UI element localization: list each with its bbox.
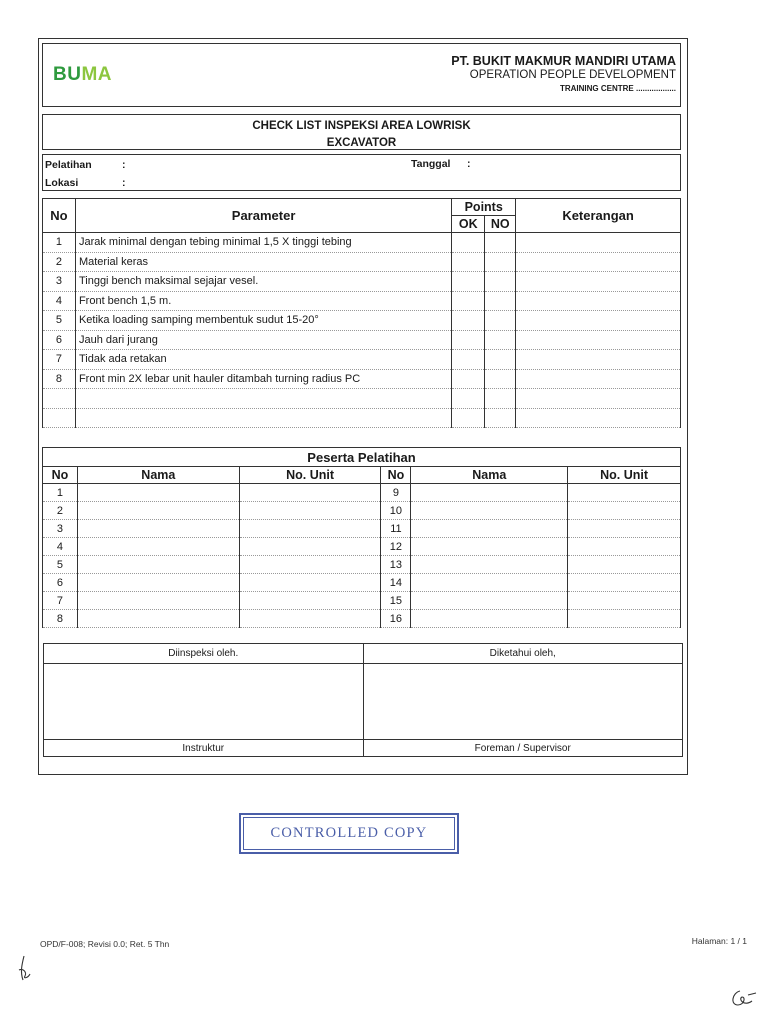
row-number: 1 xyxy=(43,233,76,253)
keterangan-cell[interactable] xyxy=(516,408,681,428)
stamp-text: CONTROLLED COPY xyxy=(243,817,455,850)
participant-name-field[interactable] xyxy=(77,520,239,538)
ok-checkbox-cell[interactable] xyxy=(452,389,485,409)
participant-row xyxy=(43,484,681,502)
participant-unit-field[interactable] xyxy=(239,610,381,628)
acknowledged-by-label: Diketahui oleh, xyxy=(363,644,683,664)
participant-unit-field[interactable] xyxy=(568,610,681,628)
checklist-row xyxy=(43,408,681,428)
checklist-row xyxy=(43,233,681,253)
participant-number: 3 xyxy=(43,520,78,538)
participant-unit-field[interactable] xyxy=(239,538,381,556)
participant-unit-field[interactable] xyxy=(568,556,681,574)
header-no: No xyxy=(43,199,76,233)
tanggal-label: Tanggal xyxy=(411,158,451,170)
row-parameter xyxy=(75,408,451,428)
participant-number: 12 xyxy=(381,538,411,556)
participant-number: 7 xyxy=(43,592,78,610)
inspected-by-label: Diinspeksi oleh. xyxy=(44,644,364,664)
header-points: Points xyxy=(452,199,516,216)
participant-name-field[interactable] xyxy=(77,610,239,628)
keterangan-cell[interactable] xyxy=(516,272,681,292)
row-parameter: Tinggi bench maksimal sejajar vesel. xyxy=(75,272,451,292)
row-parameter: Material keras xyxy=(75,252,451,272)
participant-unit-field[interactable] xyxy=(239,484,381,502)
ok-checkbox-cell[interactable] xyxy=(452,291,485,311)
participant-number: 14 xyxy=(381,574,411,592)
participant-row xyxy=(43,520,681,538)
participant-unit-field[interactable] xyxy=(568,520,681,538)
row-parameter: Front bench 1,5 m. xyxy=(75,291,451,311)
participant-name-field[interactable] xyxy=(77,538,239,556)
form-title xyxy=(42,114,681,150)
header-no-point: NO xyxy=(485,216,516,233)
row-number: 7 xyxy=(43,350,76,370)
supervisor-label: Foreman / Supervisor xyxy=(363,740,683,757)
participant-number: 5 xyxy=(43,556,78,574)
no-checkbox-cell[interactable] xyxy=(485,389,516,409)
participant-number: 8 xyxy=(43,610,78,628)
pelatihan-colon: : xyxy=(122,159,126,171)
row-number: 3 xyxy=(43,272,76,292)
signature-mark-icon xyxy=(726,985,760,1011)
participant-unit-field[interactable] xyxy=(568,538,681,556)
row-parameter: Jauh dari jurang xyxy=(75,330,451,350)
participant-name-field[interactable] xyxy=(77,556,239,574)
participant-name-field[interactable] xyxy=(411,484,568,502)
participant-number: 16 xyxy=(381,610,411,628)
ok-checkbox-cell[interactable] xyxy=(452,252,485,272)
participant-unit-field[interactable] xyxy=(239,574,381,592)
row-number: 8 xyxy=(43,369,76,389)
keterangan-cell[interactable] xyxy=(516,330,681,350)
participants-no-header-2: No xyxy=(381,467,411,484)
checklist-table xyxy=(42,198,681,428)
row-number: 4 xyxy=(43,291,76,311)
participant-number: 2 xyxy=(43,502,78,520)
checklist-row xyxy=(43,350,681,370)
no-checkbox-cell[interactable] xyxy=(485,350,516,370)
ok-checkbox-cell[interactable] xyxy=(452,233,485,253)
no-checkbox-cell[interactable] xyxy=(485,369,516,389)
participant-number: 11 xyxy=(381,520,411,538)
participant-name-field[interactable] xyxy=(411,610,568,628)
row-parameter: Ketika loading samping membentuk sudut 15-20° xyxy=(75,311,451,331)
participants-caption: Peserta Pelatihan xyxy=(43,448,681,467)
row-number: 5 xyxy=(43,311,76,331)
header-keterangan: Keterangan xyxy=(516,199,681,233)
participant-unit-field[interactable] xyxy=(239,502,381,520)
keterangan-cell[interactable] xyxy=(516,369,681,389)
participant-row xyxy=(43,502,681,520)
participant-name-field[interactable] xyxy=(77,484,239,502)
keterangan-cell[interactable] xyxy=(516,291,681,311)
no-checkbox-cell[interactable] xyxy=(485,233,516,253)
participants-name-header: Nama xyxy=(77,467,239,484)
no-checkbox-cell[interactable] xyxy=(485,291,516,311)
participant-name-field[interactable] xyxy=(77,502,239,520)
participant-row xyxy=(43,610,681,628)
lokasi-colon: : xyxy=(122,177,126,189)
checklist-row xyxy=(43,369,681,389)
participant-number: 1 xyxy=(43,484,78,502)
participant-number: 15 xyxy=(381,592,411,610)
participant-name-field[interactable] xyxy=(77,574,239,592)
ok-checkbox-cell[interactable] xyxy=(452,350,485,370)
row-number: 6 xyxy=(43,330,76,350)
form-header xyxy=(42,43,681,107)
title-line-1: CHECK LIST INSPEKSI AREA LOWRISK xyxy=(252,120,471,132)
participant-unit-field[interactable] xyxy=(239,556,381,574)
ok-checkbox-cell[interactable] xyxy=(452,330,485,350)
checklist-row xyxy=(43,252,681,272)
tanggal-colon: : xyxy=(467,158,471,170)
participant-unit-field[interactable] xyxy=(568,592,681,610)
ok-checkbox-cell[interactable] xyxy=(452,272,485,292)
initial-mark-icon xyxy=(14,952,36,986)
inspector-signature-field[interactable] xyxy=(44,664,364,740)
keterangan-cell[interactable] xyxy=(516,389,681,409)
participant-row xyxy=(43,574,681,592)
participants-table xyxy=(42,447,681,628)
no-checkbox-cell[interactable] xyxy=(485,311,516,331)
lokasi-label: Lokasi xyxy=(45,177,79,189)
row-number: 2 xyxy=(43,252,76,272)
pelatihan-label: Pelatihan xyxy=(45,159,92,171)
participant-name-field[interactable] xyxy=(411,538,568,556)
ok-checkbox-cell[interactable] xyxy=(452,408,485,428)
checklist-row xyxy=(43,272,681,292)
header-parameter: Parameter xyxy=(75,199,451,233)
no-checkbox-cell[interactable] xyxy=(485,408,516,428)
controlled-copy-stamp xyxy=(239,813,459,854)
document-code: OPD/F-008; Revisi 0.0; Ret. 5 Thn xyxy=(40,939,170,949)
checklist-row xyxy=(43,311,681,331)
no-checkbox-cell[interactable] xyxy=(485,330,516,350)
participant-number: 9 xyxy=(381,484,411,502)
participant-row xyxy=(43,592,681,610)
participant-name-field[interactable] xyxy=(411,520,568,538)
company-block xyxy=(451,54,676,93)
row-number xyxy=(43,389,76,409)
participant-name-field[interactable] xyxy=(411,574,568,592)
participant-name-field[interactable] xyxy=(77,592,239,610)
participant-number: 10 xyxy=(381,502,411,520)
participants-unit-header: No. Unit xyxy=(239,467,381,484)
participant-unit-field[interactable] xyxy=(239,592,381,610)
participant-row xyxy=(43,538,681,556)
row-parameter xyxy=(75,389,451,409)
keterangan-cell[interactable] xyxy=(516,350,681,370)
participant-number: 6 xyxy=(43,574,78,592)
participant-unit-field[interactable] xyxy=(568,574,681,592)
title-line-2: EXCAVATOR xyxy=(326,137,397,149)
company-name: PT. BUKIT MAKMUR MANDIRI UTAMA xyxy=(451,54,676,68)
participants-unit-header-2: No. Unit xyxy=(568,467,681,484)
instructor-label: Instruktur xyxy=(44,740,364,757)
keterangan-cell[interactable] xyxy=(516,311,681,331)
header-ok: OK xyxy=(452,216,485,233)
department-name: OPERATION PEOPLE DEVELOPMENT xyxy=(469,69,676,81)
row-parameter: Tidak ada retakan xyxy=(75,350,451,370)
page-number: Halaman: 1 / 1 xyxy=(691,936,747,946)
checklist-row xyxy=(43,389,681,409)
participant-name-field[interactable] xyxy=(411,502,568,520)
participant-unit-field[interactable] xyxy=(568,502,681,520)
participants-name-header-2: Nama xyxy=(411,467,568,484)
row-parameter: Jarak minimal dengan tebing minimal 1,5 X tinggi tebing xyxy=(75,233,451,253)
training-centre: TRAINING CENTRE .................. xyxy=(559,84,676,93)
participant-name-field[interactable] xyxy=(411,592,568,610)
info-block xyxy=(42,154,681,191)
row-number xyxy=(43,408,76,428)
participants-no-header: No xyxy=(43,467,78,484)
checklist-row xyxy=(43,330,681,350)
participant-unit-field[interactable] xyxy=(239,520,381,538)
participant-unit-field[interactable] xyxy=(568,484,681,502)
supervisor-signature-field[interactable] xyxy=(363,664,683,740)
row-parameter: Front min 2X lebar unit hauler ditambah turning radius PC xyxy=(75,369,451,389)
buma-logo: BUMA xyxy=(53,64,113,85)
signature-table xyxy=(43,643,683,757)
participant-number: 13 xyxy=(381,556,411,574)
checklist-row xyxy=(43,291,681,311)
keterangan-cell[interactable] xyxy=(516,252,681,272)
ok-checkbox-cell[interactable] xyxy=(452,369,485,389)
participant-number: 4 xyxy=(43,538,78,556)
keterangan-cell[interactable] xyxy=(516,233,681,253)
ok-checkbox-cell[interactable] xyxy=(452,311,485,331)
no-checkbox-cell[interactable] xyxy=(485,272,516,292)
participant-row xyxy=(43,556,681,574)
no-checkbox-cell[interactable] xyxy=(485,252,516,272)
participant-name-field[interactable] xyxy=(411,556,568,574)
